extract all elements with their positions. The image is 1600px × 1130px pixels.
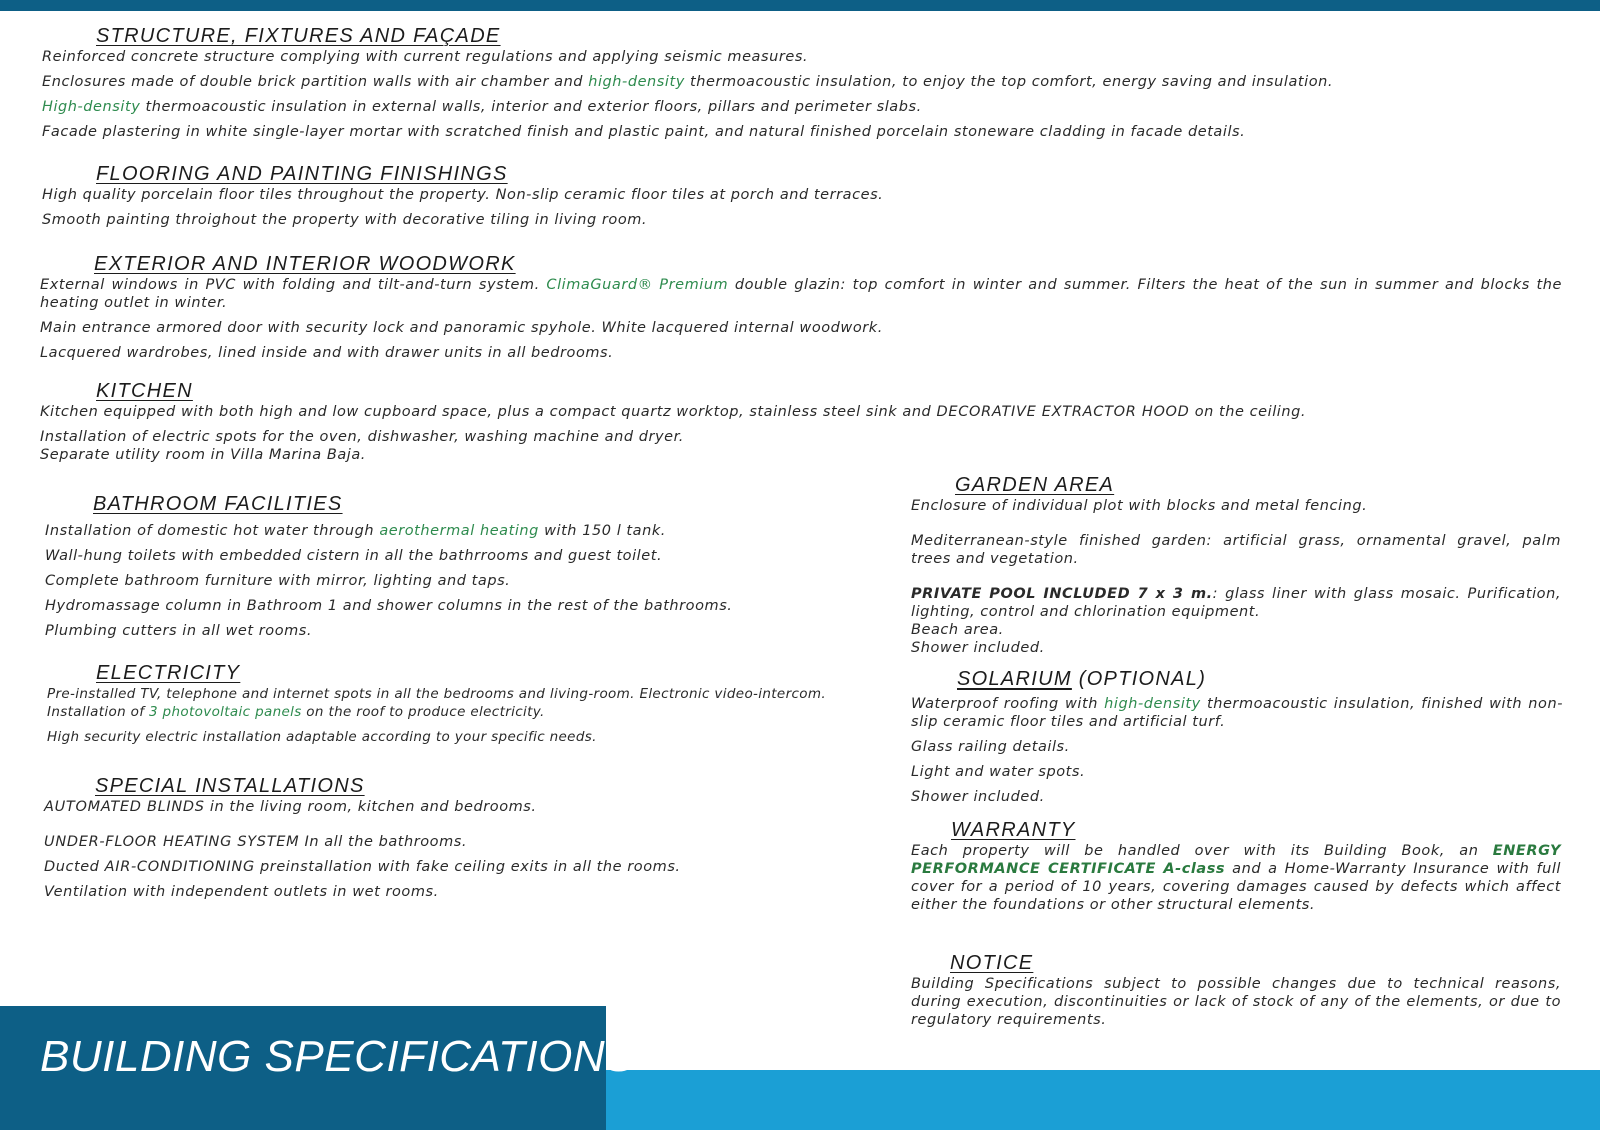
spec-line: Each property will be handled over with its Building Book, an ENERGY PERFORMANCE CERTIFICATE A-class and a Home-Warranty Insurance with full cover for a period of 10 years, covering damages caused by defects which affect either the foundations or other structural elements. <box>911 843 1562 913</box>
section-heading: SOLARIUM (OPTIONAL) <box>957 668 1207 690</box>
spec-line: High quality porcelain floor tiles throughout the property. Non-slip ceramic floor tiles at porch and terraces. <box>42 187 884 203</box>
section-heading: GARDEN AREA <box>955 474 1115 496</box>
spec-line: Ducted AIR-CONDITIONING preinstallation with fake ceiling exits in all the rooms. <box>44 859 681 875</box>
spec-line: Lacquered wardrobes, lined inside and with drawer units in all bedrooms. <box>40 345 614 361</box>
section-flooring <box>42 163 1562 229</box>
spec-line: Beach area. <box>911 622 1004 638</box>
spec-line: Hydromassage column in Bathroom 1 and shower columns in the rest of the bathrooms. <box>45 598 733 614</box>
spec-line: Enclosure of individual plot with blocks and metal fencing. <box>911 498 1368 514</box>
section-heading: BATHROOM FACILITIES <box>93 493 343 515</box>
spec-line: Building Specifications subject to possible changes due to technical reasons, during execution, discontinuities or lack of stock of any of the elements, or due to regulatory requirements. <box>911 976 1561 1028</box>
section-heading: EXTERIOR AND INTERIOR WOODWORK <box>94 253 516 275</box>
section-heading: WARRANTY <box>951 819 1076 841</box>
spec-line: Shower included. <box>911 789 1045 805</box>
spec-line: Main entrance armored door with security lock and panoramic spyhole. White lacquered internal woodwork. <box>40 320 883 336</box>
section-special-installations <box>44 775 864 901</box>
bottom-accent-strip <box>606 1070 1600 1130</box>
spec-line: Reinforced concrete structure complying with current regulations and applying seismic measures. <box>42 49 809 65</box>
section-structure <box>42 25 1562 141</box>
spec-line: Facade plastering in white single-layer mortar with scratched finish and plastic paint, and natural finished porcelain stoneware cladding in facade details. <box>42 124 1246 140</box>
spec-line: AUTOMATED BLINDS in the living room, kitchen and bedrooms. <box>44 799 537 815</box>
spec-line: Pre-installed TV, telephone and internet spots in all the bedrooms and living-room. Electronic video-intercom. <box>47 686 827 702</box>
spec-line: Smooth painting throighout the property with decorative tiling in living room. <box>42 212 648 228</box>
spec-line: UNDER-FLOOR HEATING SYSTEM In all the bathrooms. <box>44 834 468 850</box>
section-notice <box>911 952 1561 1029</box>
spec-line: Shower included. <box>911 640 1045 656</box>
spec-line: Complete bathroom furniture with mirror, lighting and taps. <box>45 573 511 589</box>
spec-line: Ventilation with independent outlets in wet rooms. <box>44 884 439 900</box>
section-heading: ELECTRICITY <box>96 662 241 684</box>
section-woodwork <box>40 253 1562 362</box>
section-heading: FLOORING AND PAINTING FINISHINGS <box>96 163 508 185</box>
spec-line: PRIVATE POOL INCLUDED 7 x 3 m.: glass liner with glass mosaic. Purification, lighting, control and chlorination equipment. <box>911 586 1561 620</box>
page-title: BUILDING SPECIFICATIONS <box>40 1032 635 1081</box>
spec-line: Glass railing details. <box>911 739 1070 755</box>
spec-line: Waterproof roofing with high-density thermoacoustic insulation, finished with non-slip ceramic floor tiles and artificial turf. <box>911 696 1563 730</box>
title-banner <box>0 1006 635 1130</box>
spec-line: High-density thermoacoustic insulation in external walls, interior and exterior floors, pillars and perimeter slabs. <box>42 99 922 115</box>
top-accent-bar <box>0 0 1600 11</box>
spec-line: Separate utility room in Villa Marina Baja. <box>40 447 366 463</box>
section-heading: KITCHEN <box>96 380 193 402</box>
section-heading: STRUCTURE, FIXTURES AND FAÇADE <box>96 25 501 47</box>
spec-line: Enclosures made of double brick partition walls with air chamber and high-density thermoacoustic insulation, to enjoy the top comfort, energy saving and insulation. <box>42 74 1334 90</box>
section-electricity <box>47 662 867 746</box>
spec-line: External windows in PVC with folding and tilt-and-turn system. ClimaGuard® Premium double glazin: top comfort in winter and summer. Filters the heat of the sun in summer and blocks the heating outlet in winter. <box>40 277 1562 311</box>
section-warranty <box>911 819 1561 914</box>
spec-line: Mediterranean-style finished garden: artificial grass, ornamental gravel, palm trees and vegetation. <box>911 533 1561 567</box>
section-solarium <box>911 668 1563 806</box>
section-heading: NOTICE <box>950 952 1034 974</box>
section-heading: SPECIAL INSTALLATIONS <box>95 775 365 797</box>
spec-line: High security electric installation adaptable according to your specific needs. <box>47 729 597 745</box>
section-garden-area <box>911 474 1561 657</box>
spec-line: Installation of 3 photovoltaic panels on the roof to produce electricity. <box>47 704 545 720</box>
spec-line: Installation of electric spots for the oven, dishwasher, washing machine and dryer. <box>40 429 684 445</box>
section-bathroom <box>45 493 865 640</box>
spec-line: Light and water spots. <box>911 764 1086 780</box>
spec-line: Wall-hung toilets with embedded cistern in all the bathrrooms and guest toilet. <box>45 548 663 564</box>
section-kitchen <box>40 380 1562 464</box>
spec-line: Plumbing cutters in all wet rooms. <box>45 623 313 639</box>
spec-line: Installation of domestic hot water through aerothermal heating with 150 l tank. <box>45 523 666 539</box>
spec-line: Kitchen equipped with both high and low cupboard space, plus a compact quartz worktop, stainless steel sink and DECORATIVE EXTRACTOR HOOD on the ceiling. <box>40 404 1307 420</box>
